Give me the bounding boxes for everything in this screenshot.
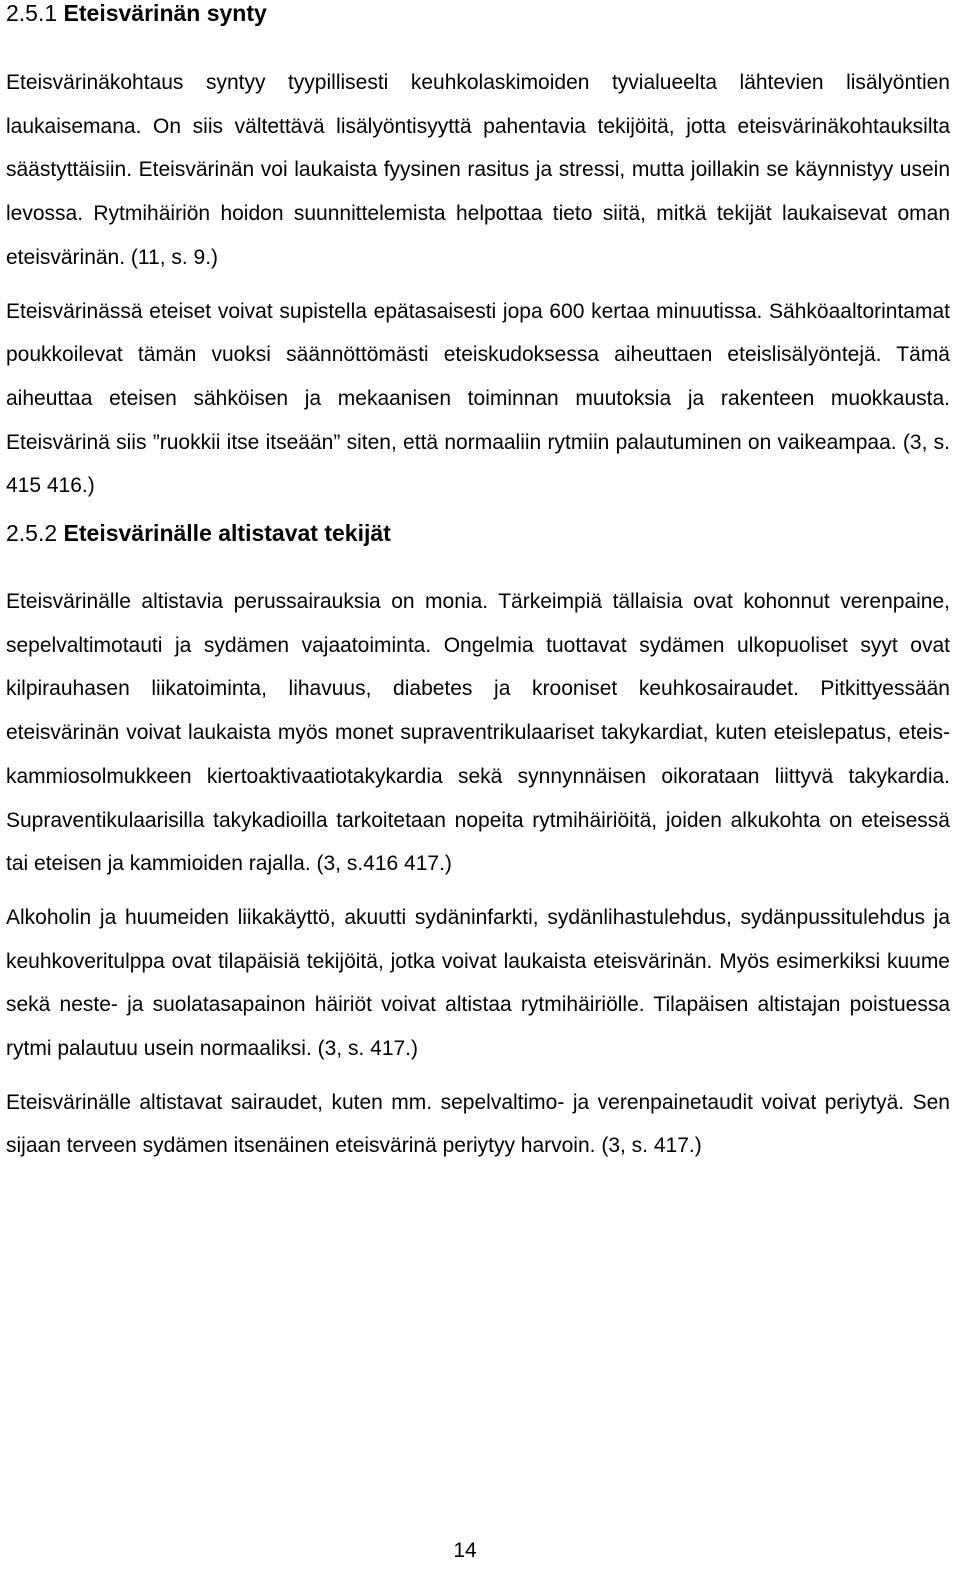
section-number: 2.5.2 (6, 520, 58, 547)
section-heading-2-5-1 (6, 0, 950, 28)
section-title: Eteisvärinälle altistavat tekijät (63, 520, 391, 547)
page-number: 14 (453, 1539, 477, 1562)
paragraph: Eteisvärinälle altistavia perussairauksia on monia. Tärkeimpiä tällaisia ovat kohonnut verenpaine, sepelvaltimotauti ja sydämen vajaatoiminta. Ongelmia tuottavat sydämen ulkopuoliset syyt ovat kilpirauhasen liikatoiminta, lihavuus, diabetes ja krooniset keuhkosairaudet. Pitkittyessään eteisvärinän voivat laukaista myös monet supraventrikulaariset takykardiat, kuten eteislepatus, eteis-kammiosolmukkeen kiertoaktivaatiotakykardia sekä synnynnäisen oikorataan liittyvä takykardia. Supraventikulaarisilla takykadioilla tarkoitetaan nopeita rytmihäiriöitä, joiden alkukohta on eteisessä tai eteisen ja kammioiden rajalla. (3, s.416 417.) (6, 590, 950, 876)
section-heading-2-5-2 (6, 518, 950, 548)
section-number: 2.5.1 (6, 0, 58, 26)
paragraph: Eteisvärinälle altistavat sairaudet, kuten mm. sepelvaltimo- ja verenpainetaudit voivat periytyä. Sen sijaan terveen sydämen itsenäinen eteisvärinä periytyy harvoin. (3, s. 417.) (6, 1090, 950, 1158)
paragraph: Alkoholin ja huumeiden liikakäyttö, akuutti sydäninfarkti, sydänlihastulehdus, sydänpussitulehdus ja keuhkoveritulppa ovat tilapäisiä tekijöitä, jotka voivat laukaista eteisvärinän. Myös esimerkiksi kuume sekä neste- ja suolatasapainon häiriöt voivat altistaa rytmihäiriölle. Tilapäisen altistajan poistuessa rytmi palautuu usein normaaliksi. (3, s. 417.) (6, 905, 950, 1061)
paragraph: Eteisvärinässä eteiset voivat supistella epätasaisesti jopa 600 kertaa minuutissa. Sähköaaltorintamat poukkoilevat tämän vuoksi säännöttömästi eteiskudoksessa aiheuttaen eteislisälyöntejä. Tämä aiheuttaa eteisen sähköisen ja mekaanisen toiminnan muutoksia ja rakenteen muokkausta. Eteisvärinä siis ”ruokkii itse itseään” siten, että normaaliin rytmiin palautuminen on vaikeampaa. (3, s. 415 416.) (6, 299, 950, 498)
document-page (6, 0, 950, 1168)
paragraph: Eteisvärinäkohtaus syntyy tyypillisesti keuhkolaskimoiden tyvialueelta lähtevien lisälyöntien laukaisemana. On siis vältettävä lisälyöntisyyttä pahentavia tekijöitä, jotta eteisvärinäkohtauksilta säästyttäisiin. Eteisvärinän voi laukaista fyysinen rasitus ja stressi, mutta joillakin se käynnistyy usein levossa. Rytmihäiriön hoidon suunnittelemista helpottaa tieto siitä, mitkä tekijät laukaisevat oman eteisvärinän. (11, s. 9.) (6, 71, 950, 269)
section-title: Eteisvärinän synty (63, 0, 267, 26)
